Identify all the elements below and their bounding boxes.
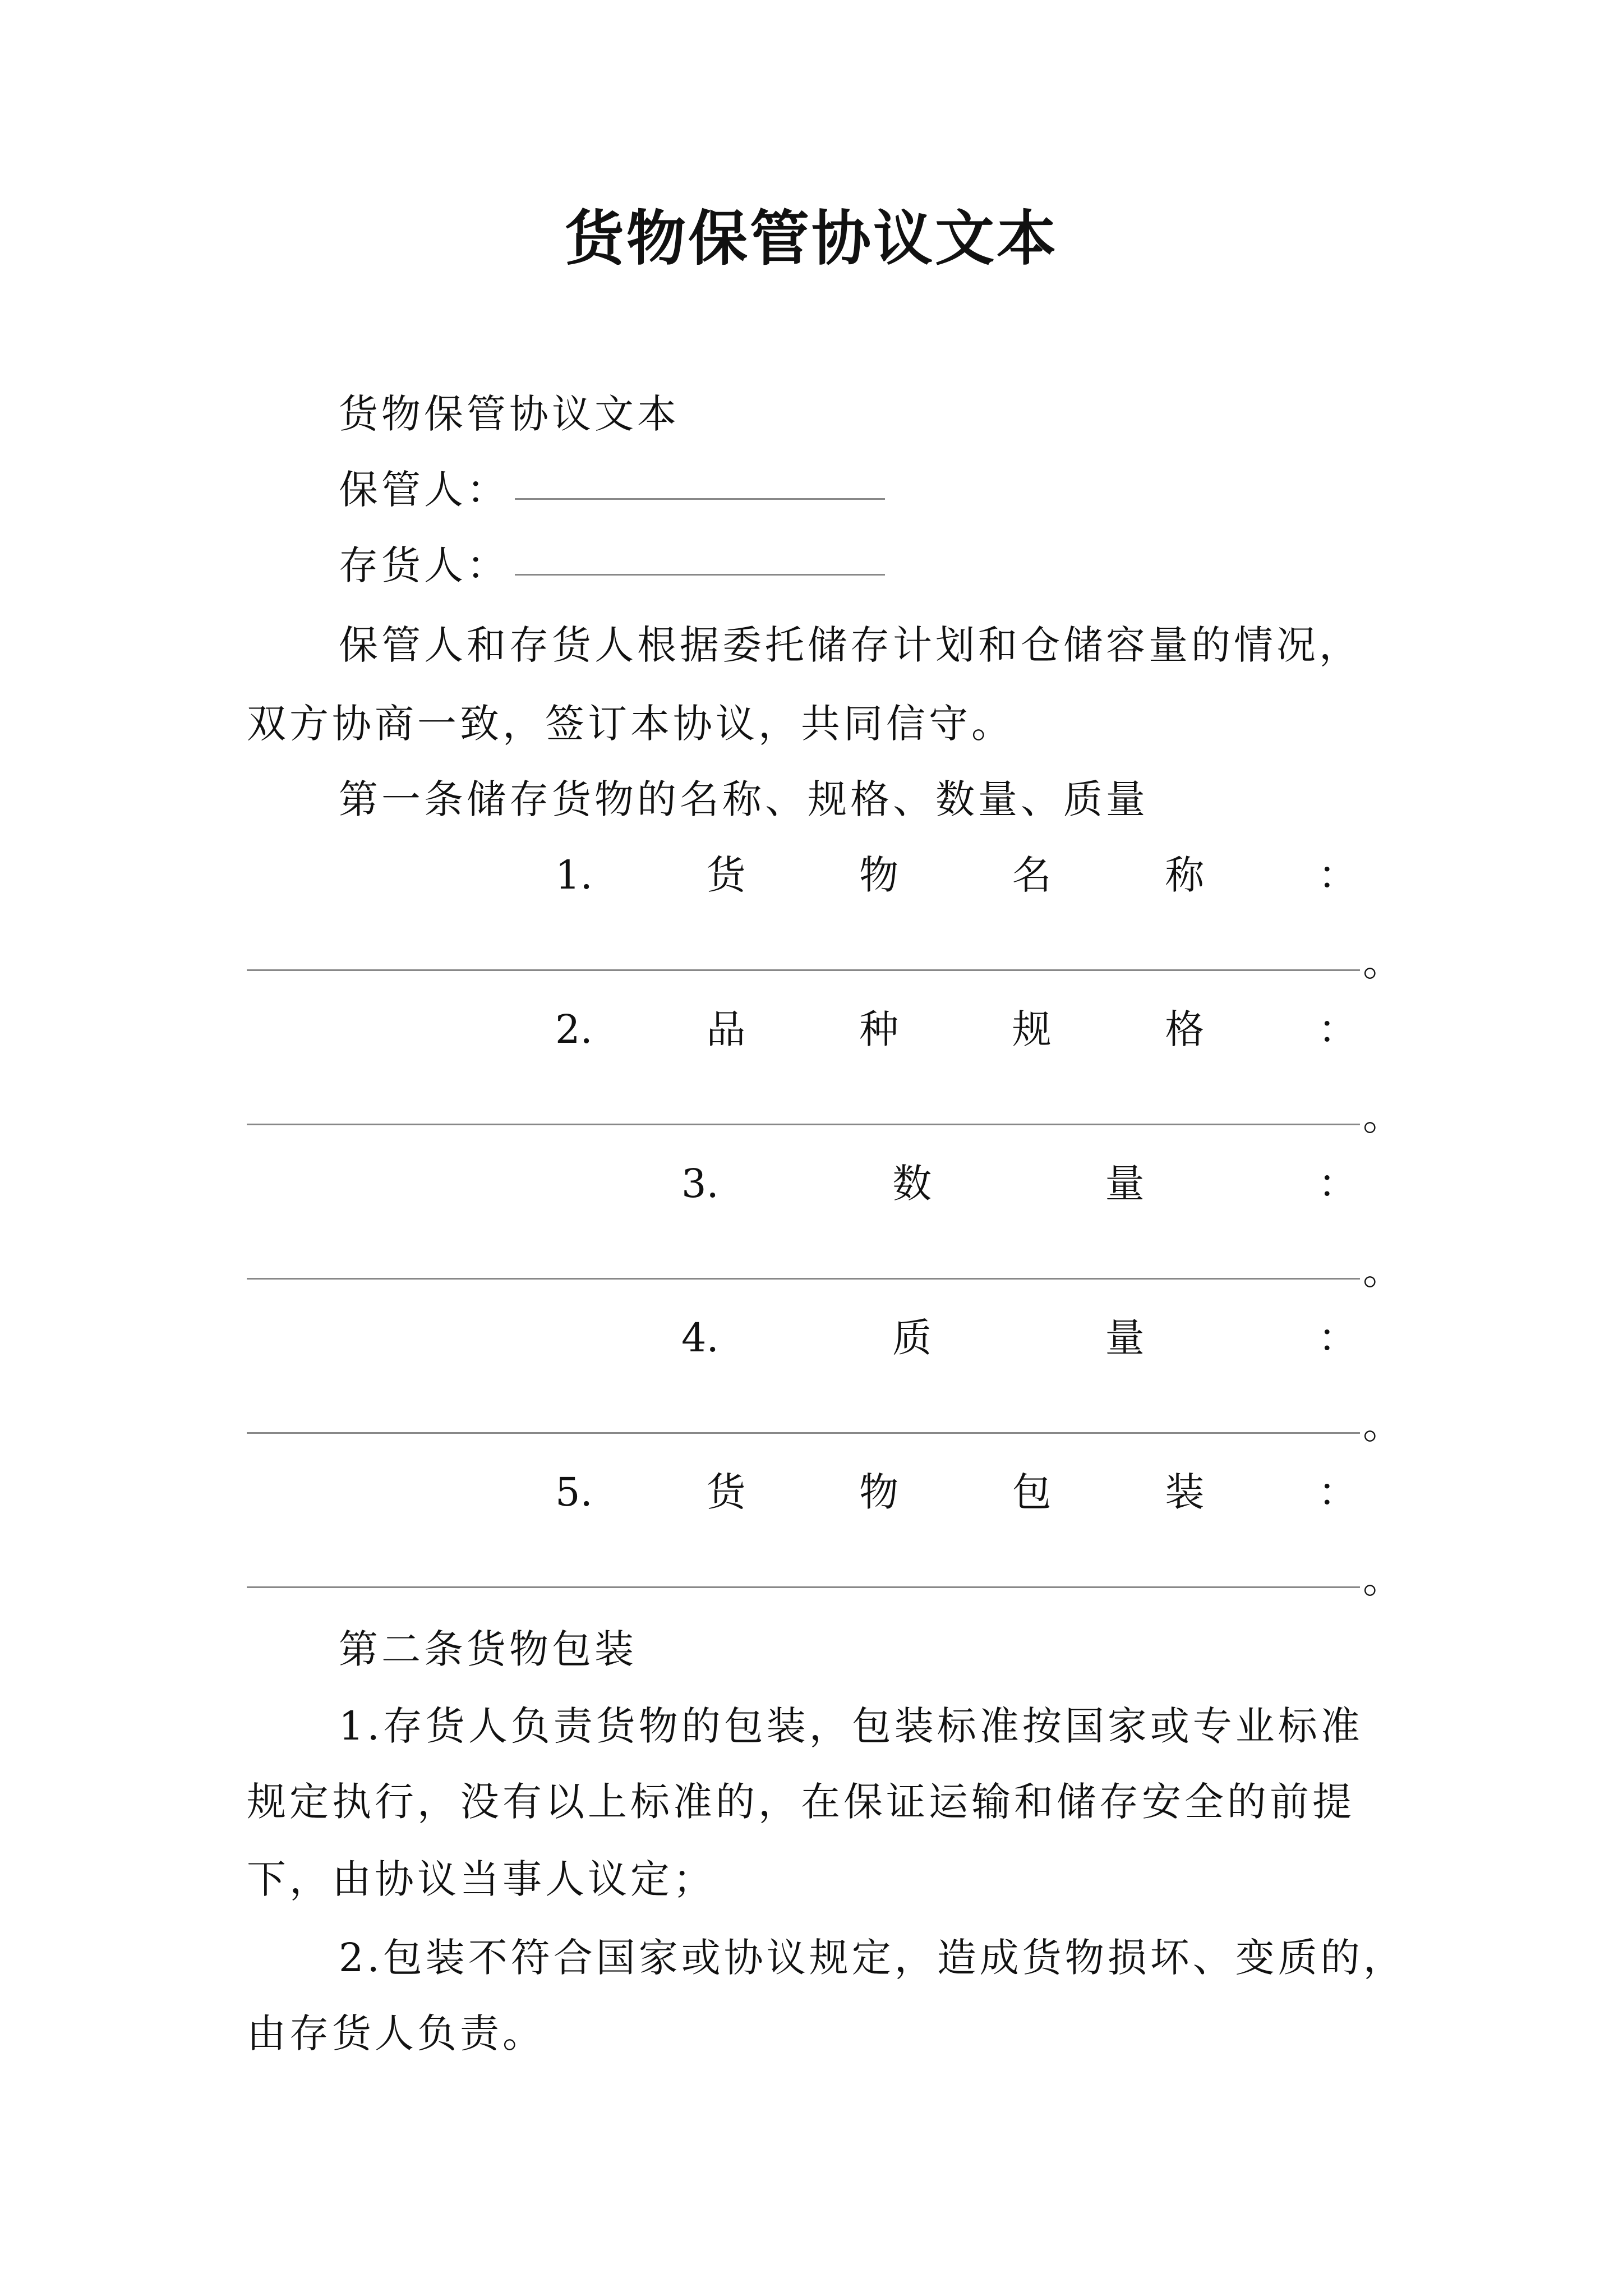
item-4-row (681, 1310, 1357, 1366)
clause-1-line-3: 下，由协议当事人议定； (247, 1856, 716, 1902)
item-char: 货 (706, 1469, 746, 1515)
depositor-label: 存货人： (339, 542, 509, 588)
intro-paragraph-line-2: 双方协商一致，签订本协议，共同信守。 (247, 701, 1014, 747)
item-char: 名 (1012, 852, 1052, 898)
item-2-row (555, 1001, 1357, 1057)
item-char: 包 (1012, 1469, 1052, 1515)
item-2-blank[interactable] (247, 1124, 1360, 1125)
intro-paragraph-line-1: 保管人和存货人根据委托储存计划和仓储容量的情况， (339, 622, 1362, 668)
item-3-blank[interactable] (247, 1278, 1360, 1280)
item-char: 货 (706, 852, 746, 898)
item-3-period: 。 (1363, 1248, 1402, 1294)
item-char: 品 (706, 1006, 746, 1052)
article-1-heading: 第一条储存货物的名称、规格、数量、质量 (339, 776, 1149, 822)
depositor-line (339, 537, 885, 593)
item-1-blank[interactable] (247, 969, 1360, 971)
clause-2-line-1: 2.包装不符合国家或协议规定，造成货物损坏、变质的， (339, 1935, 1406, 1981)
item-3-row (681, 1156, 1357, 1212)
item-1-period: 。 (1363, 939, 1402, 985)
custodian-blank[interactable] (515, 496, 885, 500)
article-2-heading: 第二条货物包装 (339, 1626, 637, 1672)
custodian-label: 保管人： (339, 467, 509, 513)
item-number: 2. (555, 1006, 593, 1052)
item-char: 数 (892, 1161, 932, 1207)
item-number: 5. (555, 1469, 593, 1515)
item-colon: ： (1317, 1315, 1357, 1361)
item-number: 1. (555, 852, 593, 898)
item-number: 4. (681, 1315, 719, 1361)
custodian-line (339, 462, 885, 518)
subtitle: 货物保管协议文本 (339, 391, 680, 437)
clause-1-line-1: 1.存货人负责货物的包装，包装标准按国家或专业标准 (339, 1703, 1363, 1749)
item-char: 种 (859, 1006, 899, 1052)
item-char: 量 (1105, 1315, 1145, 1361)
item-colon: ： (1318, 1006, 1357, 1052)
item-5-blank[interactable] (247, 1586, 1360, 1588)
item-char: 物 (859, 852, 899, 898)
item-char: 物 (859, 1469, 899, 1515)
item-char: 量 (1105, 1161, 1145, 1207)
item-char: 称 (1165, 852, 1205, 898)
item-colon: ： (1317, 1161, 1357, 1207)
clause-2-line-2: 由存货人负责。 (247, 2010, 545, 2056)
depositor-blank[interactable] (515, 572, 885, 576)
item-4-blank[interactable] (247, 1432, 1360, 1434)
item-colon: ： (1318, 852, 1357, 898)
item-number: 3. (681, 1161, 719, 1207)
item-5-row (555, 1464, 1357, 1520)
item-5-period: 。 (1363, 1556, 1402, 1602)
item-char: 规 (1012, 1006, 1052, 1052)
item-1-row (555, 847, 1357, 903)
item-char: 格 (1165, 1006, 1205, 1052)
clause-1-line-2: 规定执行，没有以上标准的，在保证运输和储存安全的前提 (247, 1779, 1355, 1825)
item-char: 质 (892, 1315, 932, 1361)
item-2-period: 。 (1363, 1093, 1402, 1139)
item-4-period: 。 (1363, 1402, 1402, 1448)
item-char: 装 (1165, 1469, 1205, 1515)
page-title: 货物保管协议文本 (565, 203, 1058, 273)
item-colon: ： (1318, 1469, 1357, 1515)
